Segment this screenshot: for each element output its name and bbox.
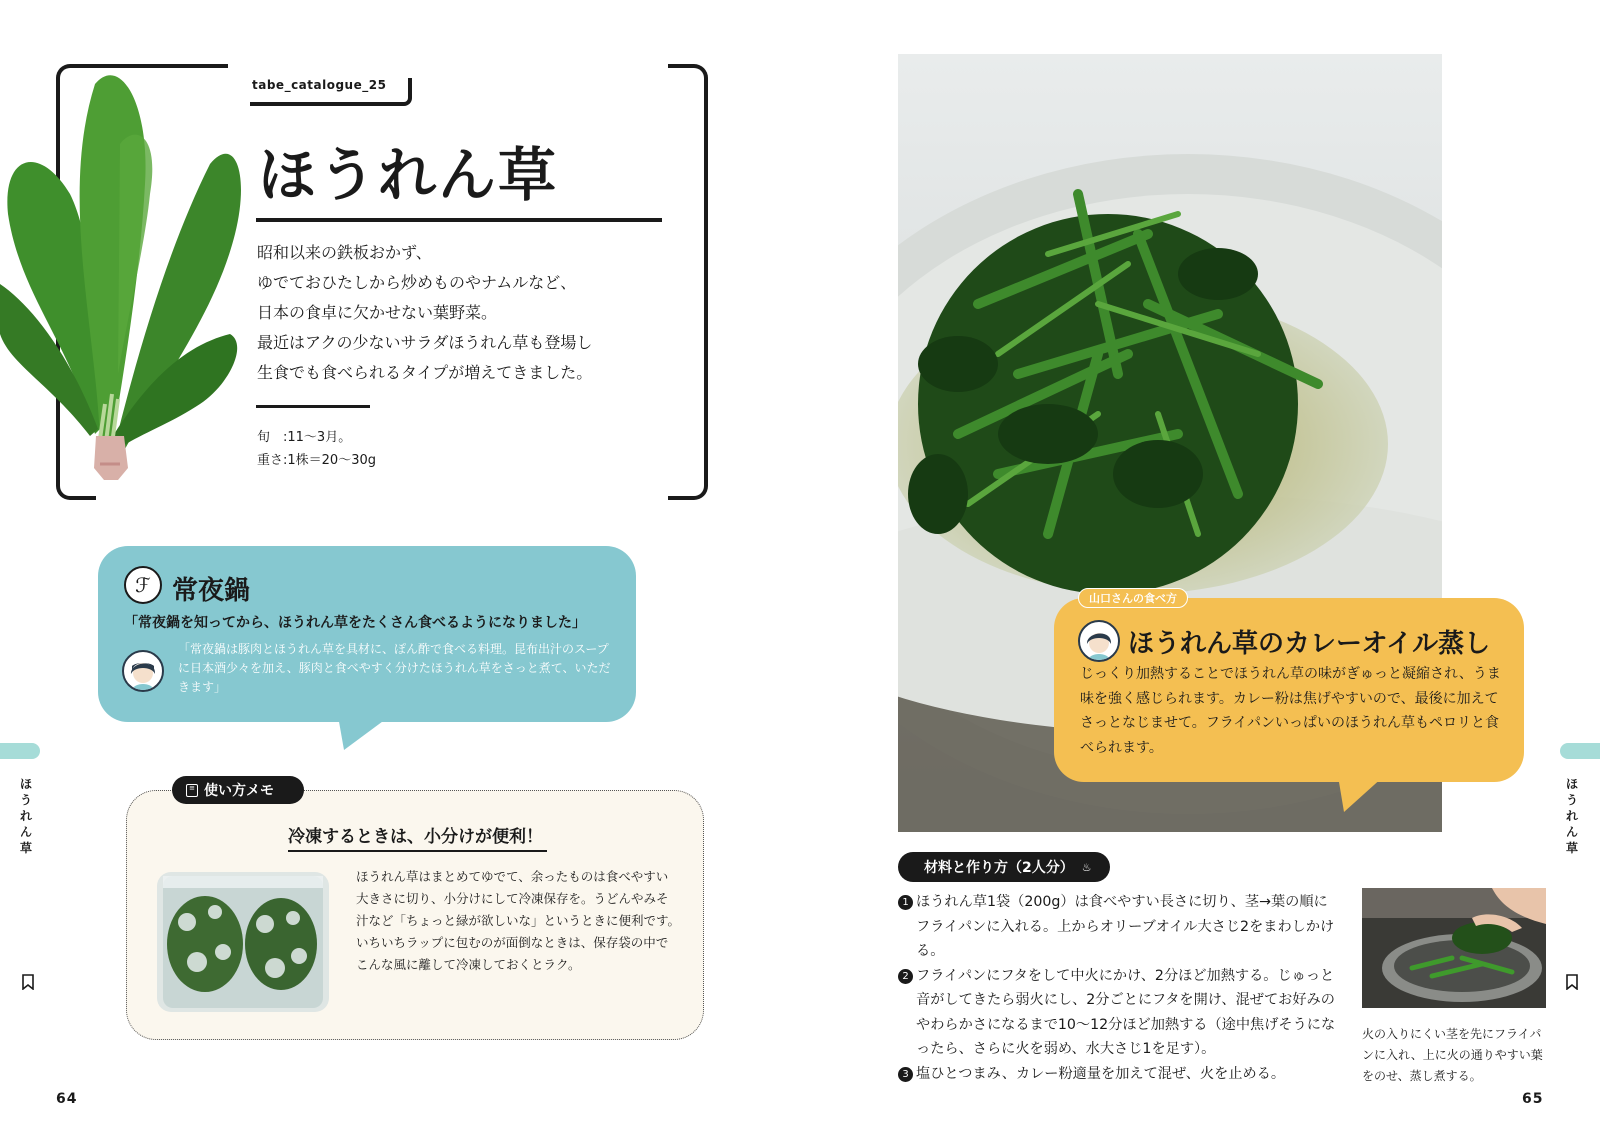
recipe-source-tag: 山口さんの食べ方	[1078, 588, 1188, 608]
recipe-step	[898, 890, 1338, 964]
recipe-steps	[898, 890, 1338, 1086]
recipe-step	[898, 964, 1338, 1062]
facts	[257, 426, 376, 472]
description	[257, 238, 592, 388]
facts-rule	[256, 405, 370, 408]
dish-quote: 「常夜鍋を知ってから、ほうれん草をたくさん食べるようになりました」	[124, 615, 586, 631]
recipe-label-pill	[898, 852, 1110, 882]
spinach-photo	[0, 44, 250, 484]
bookmark-icon[interactable]	[1566, 974, 1578, 994]
bubble-tail	[1338, 776, 1384, 812]
description-line: 生食でも食べられるタイプが増えてきました。	[257, 363, 593, 382]
bookmark-icon[interactable]	[22, 974, 34, 994]
page-number: 65	[1522, 1091, 1544, 1107]
recipe-title: ほうれん草のカレーオイル蒸し	[1128, 629, 1491, 659]
step-number: 1	[898, 895, 913, 910]
dish-title: 常夜鍋	[172, 576, 251, 606]
description-line: 昭和以来の鉄板おかず、	[257, 243, 432, 262]
step-number: 2	[898, 969, 913, 984]
recipe-step	[898, 1062, 1338, 1087]
side-index-tab[interactable]	[1560, 743, 1600, 759]
bubble-tail	[338, 716, 390, 750]
step-text: フライパンにフタをして中火にかけ、2分ほど加熱する。じゅっと音がしてきたら弱火にし、2分ごとにフタを開け、混ぜてお好みのやわらかさになるまで10〜12分ほど加熱する（途中焦げそうになったら、さらに火を弱め、水大さじ1を足す）。	[916, 967, 1336, 1057]
side-index-label: ほうれん草	[20, 777, 33, 855]
cooking-icon: ♨	[1081, 860, 1092, 874]
memo-heading: 冷凍するときは、小分けが便利！	[288, 822, 547, 852]
catalogue-tag: tabe_catalogue_25	[252, 78, 387, 92]
title-rule	[256, 218, 662, 222]
step-text: ほうれん草1袋（200g）は食べやすい長さに切り、茎→葉の順にフライパンに入れる。上からオリーブオイル大さじ2をまわしかける。	[916, 894, 1335, 959]
photo-caption: 火の入りにくい茎を先にフライパンに入れ、上に火の通りやすい葉をのせ、蒸し煮する。	[1362, 1027, 1543, 1083]
avatar-icon	[1078, 620, 1120, 662]
memo-icon: ≡	[186, 784, 198, 797]
avatar-icon	[122, 650, 164, 692]
memo-body: ほうれん草はまとめてゆでて、余ったものは食べやすい大きさに切り、小分けにして冷凍保存を。うどんやみそ汁など「ちょっと緑が欲しいな」というときに便利です。いちいちラップに包むのが面倒なときは、保存袋の中でこんな風に離して冷凍しておくとラク。	[356, 869, 681, 972]
fact-season: 旬 :11〜3月。	[257, 430, 352, 445]
side-index-tab[interactable]	[0, 743, 40, 759]
step-text: 塩ひとつまみ、カレー粉適量を加えて混ぜ、火を止める。	[916, 1065, 1286, 1082]
page-number: 64	[56, 1091, 78, 1107]
frame-bracket-right	[668, 64, 708, 500]
recipe-description: じっくり加熱することでほうれん草の味がぎゅっと凝縮され、うま味を強く感じられます。カレー粉は焦げやすいので、最後に加えてさっとなじませて。フライパンいっぱいのほうれん草もペロリと食べられます。	[1080, 666, 1501, 756]
frozen-spinach-bag-photo	[157, 872, 329, 1012]
step-number: 3	[898, 1067, 913, 1082]
fact-weight: 重さ:1株＝20〜30g	[257, 453, 376, 468]
pan-cooking-photo	[1362, 888, 1546, 1008]
page-title: ほうれん草	[258, 141, 559, 209]
description-line: 日本の食卓に欠かせない葉野菜。	[257, 303, 498, 322]
description-line: 最近はアクの少ないサラダほうれん草も登場し	[257, 333, 593, 352]
side-index-label: ほうれん草	[1566, 777, 1579, 855]
memo-label: 使い方メモ	[204, 783, 274, 799]
description-line: ゆでておひたしから炒めものやナムルなど、	[257, 273, 577, 292]
feather-logo-icon: ℱ	[124, 566, 162, 604]
memo-label-pill	[172, 776, 304, 804]
recipe-label: 材料と作り方（2人分）	[924, 860, 1074, 876]
dish-description: 「常夜鍋は豚肉とほうれん草を具材に、ぽん酢で食べる料理。昆布出汁のスープに日本酒少々を加え、豚肉と食べやすく分けたほうれん草をさっと煮て、いただきます」	[178, 642, 611, 694]
